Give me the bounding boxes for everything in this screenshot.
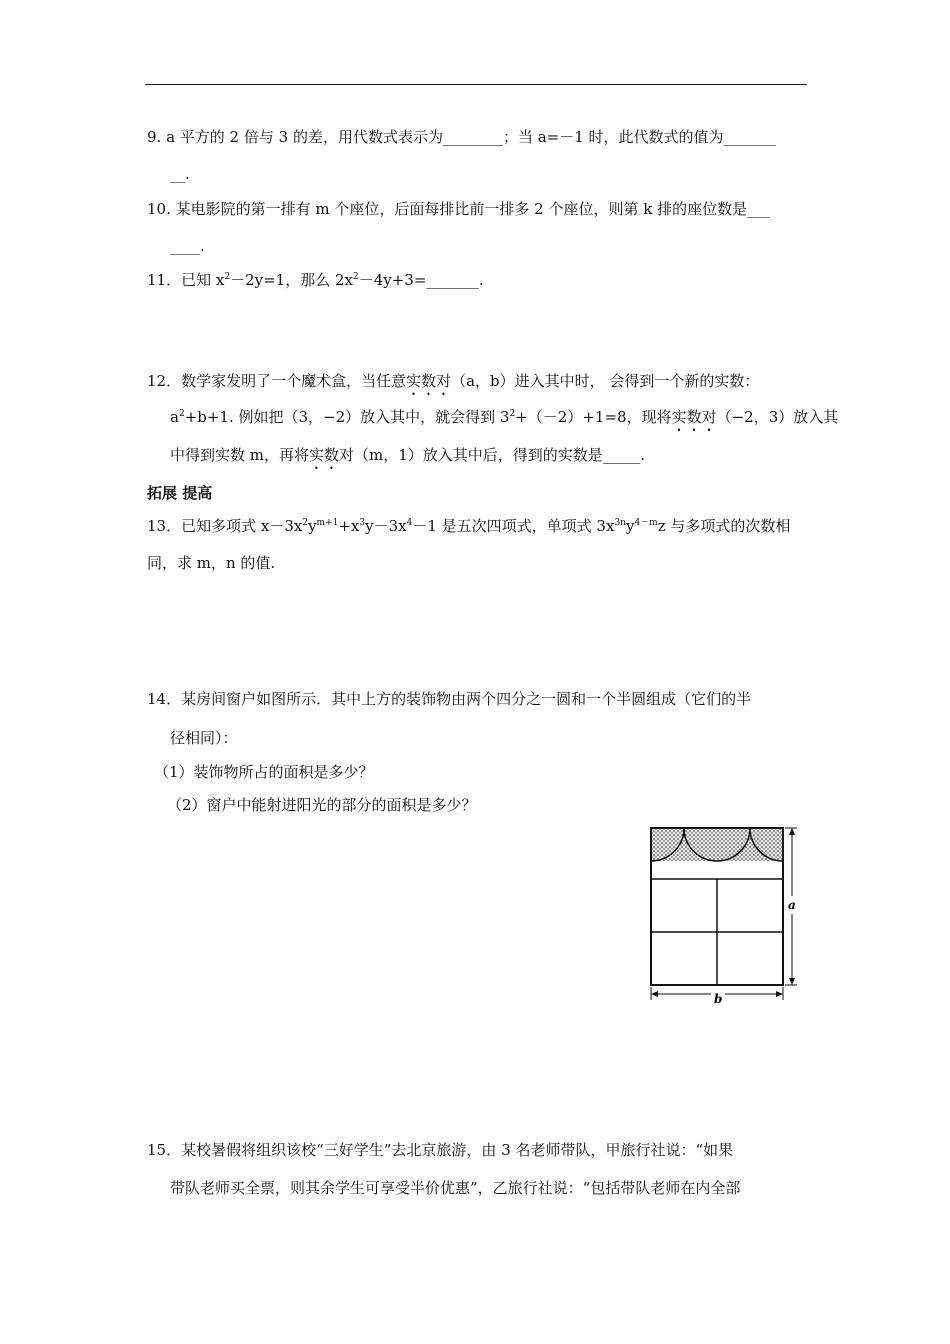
question-13-line-2: 同，求 m，n 的值. <box>147 554 276 572</box>
question-12-line-1: 12．数学家发明了一个魔术盒，当任意实数对（a，b）进入其中时， 会得到一个新的实数： <box>147 372 760 390</box>
question-14-line-2: 径相同）： <box>170 729 238 747</box>
question-12-line-3: 中得到实数 m，再将实数对（m，1）放入其中后，得到的实数是_____. <box>170 446 646 464</box>
section-title: 拓展 提高 <box>147 484 213 502</box>
dimension-label-b: b <box>714 992 723 1006</box>
question-9-line-1: 9. a 平方的 2 倍与 3 的差，用代数式表示为________；当 a=－1 时，此代数式的值为_______ <box>147 128 777 146</box>
header-rule <box>145 84 807 85</box>
question-12-line-2: $a^2+b+1$. 例如把（3，−2）放入其中，就会得到 $3^2+(-2)+1=8$，现将实数对（−2，3）放入其 <box>170 408 839 426</box>
question-10-line-2: ____. <box>170 237 205 255</box>
question-14-sub-2: （2）窗户中能射进阳光的部分的面积是多少？ <box>167 796 477 814</box>
question-15-line-2: 带队老师买全票，则其余学生可享受半价优惠”，乙旅行社说：“包括带队老师在内全部 <box>170 1179 741 1197</box>
question-13-line-1: 13．已知多项式 $x-3x^2y^{m+1}+x^3y-3x^4-1$ 是五次四项式，单项式 $3x^{3n}y^{4-m}z$ 与多项式的次数相 <box>147 517 791 535</box>
question-11: 11．已知 $x^2-2y=1$，那么 $2x^2-4y+3=\_\_\_\_\_\_\_$. <box>147 271 484 289</box>
dimension-label-a: a <box>788 898 796 912</box>
question-14-line-1: 14．某房间窗户如图所示．其中上方的装饰物由两个四分之一圆和一个半圆组成（它们的半 <box>147 690 752 708</box>
question-9-line-2: __. <box>170 165 190 183</box>
question-15-line-1: 15．某校暑假将组织该校“三好学生”去北京旅游，由 3 名老师带队，甲旅行社说：“如果 <box>147 1141 734 1159</box>
window-figure <box>645 822 810 1007</box>
question-14-sub-1: （1）装饰物所占的面积是多少？ <box>154 763 374 781</box>
question-10-line-1: 10. 某电影院的第一排有 m 个座位，后面每排比前一排多 2 个座位，则第 k 排的座位数是___ <box>147 200 770 218</box>
